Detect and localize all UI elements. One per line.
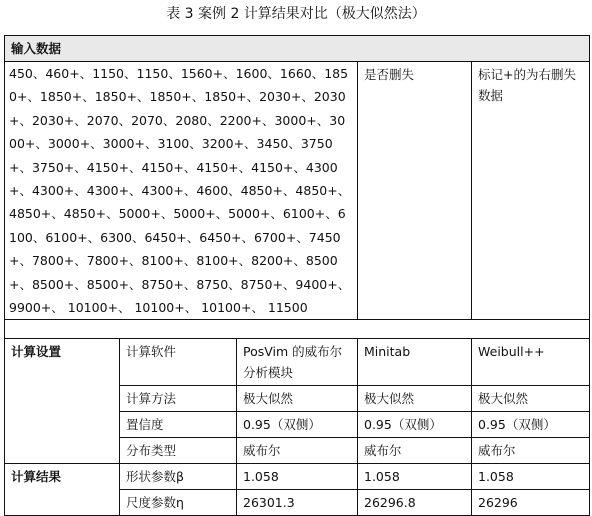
comparison-table (4, 35, 590, 516)
method-label: 计算方法 (120, 386, 237, 412)
censor-mark-note: 标记+的为右删失数据 (472, 62, 590, 320)
settings-label: 计算设置 (5, 339, 120, 464)
scale-minitab: 26296.8 (358, 490, 472, 516)
confidence-label: 置信度 (120, 412, 237, 438)
spacer-cell (5, 320, 590, 339)
confidence-weibull: 0.95（双侧） (472, 412, 590, 438)
software-minitab: Minitab (358, 339, 472, 386)
method-weibull: 极大似然 (472, 386, 590, 412)
shape-weibull: 1.058 (472, 464, 590, 490)
shape-row (5, 464, 590, 490)
shape-posvim: 1.058 (237, 464, 358, 490)
distribution-label: 分布类型 (120, 438, 237, 464)
distribution-weibull: 威布尔 (472, 438, 590, 464)
confidence-posvim: 0.95（双侧） (237, 412, 358, 438)
spacer-row (5, 320, 590, 339)
censored-column: 是否删失 (358, 62, 472, 320)
software-weibull: Weibull++ (472, 339, 590, 386)
confidence-minitab: 0.95（双侧） (358, 412, 472, 438)
distribution-posvim: 威布尔 (237, 438, 358, 464)
input-data-header: 输入数据 (5, 36, 590, 62)
software-row (5, 339, 590, 386)
input-data-row (5, 62, 590, 320)
input-header-row (5, 36, 590, 62)
software-posvim: PosVim 的威布尔分析模块 (237, 339, 358, 386)
method-posvim: 极大似然 (237, 386, 358, 412)
results-label: 计算结果 (5, 464, 120, 516)
distribution-minitab: 威布尔 (358, 438, 472, 464)
scale-label: 尺度参数η (120, 490, 237, 516)
table-caption: 表 3 案例 2 计算结果对比（极大似然法） (166, 6, 426, 22)
method-minitab: 极大似然 (358, 386, 472, 412)
scale-posvim: 26301.3 (237, 490, 358, 516)
scale-weibull: 26296 (472, 490, 590, 516)
input-data-values: 450、460+、1150、1150、1560+、1600、1660、1850+、1850+、1850+、1850+、1850+、2030+、2030+、2030+、2070、2070、2080、2200+、3000+、3000+、3000+、3000+、3100、3200+、3450、3750+、3750+、4150+、4150+、4150+、4150+、4300+、4300+、4300+、4300+、4600、4850+、4850+、4850+、4850+、5000+、5000+、5000+、6100+、6100、6100+、6300、6450+、6450+、6700+、7450+、7800+、7800+、8100+、8100+、8200+、8500+、8500+、8500+、8750+、8750、8750+、9400+、 9900+、 10100+、 10100+、 10100+、 11500 (5, 62, 358, 320)
shape-label: 形状参数β (120, 464, 237, 490)
shape-minitab: 1.058 (358, 464, 472, 490)
software-label: 计算软件 (120, 339, 237, 386)
